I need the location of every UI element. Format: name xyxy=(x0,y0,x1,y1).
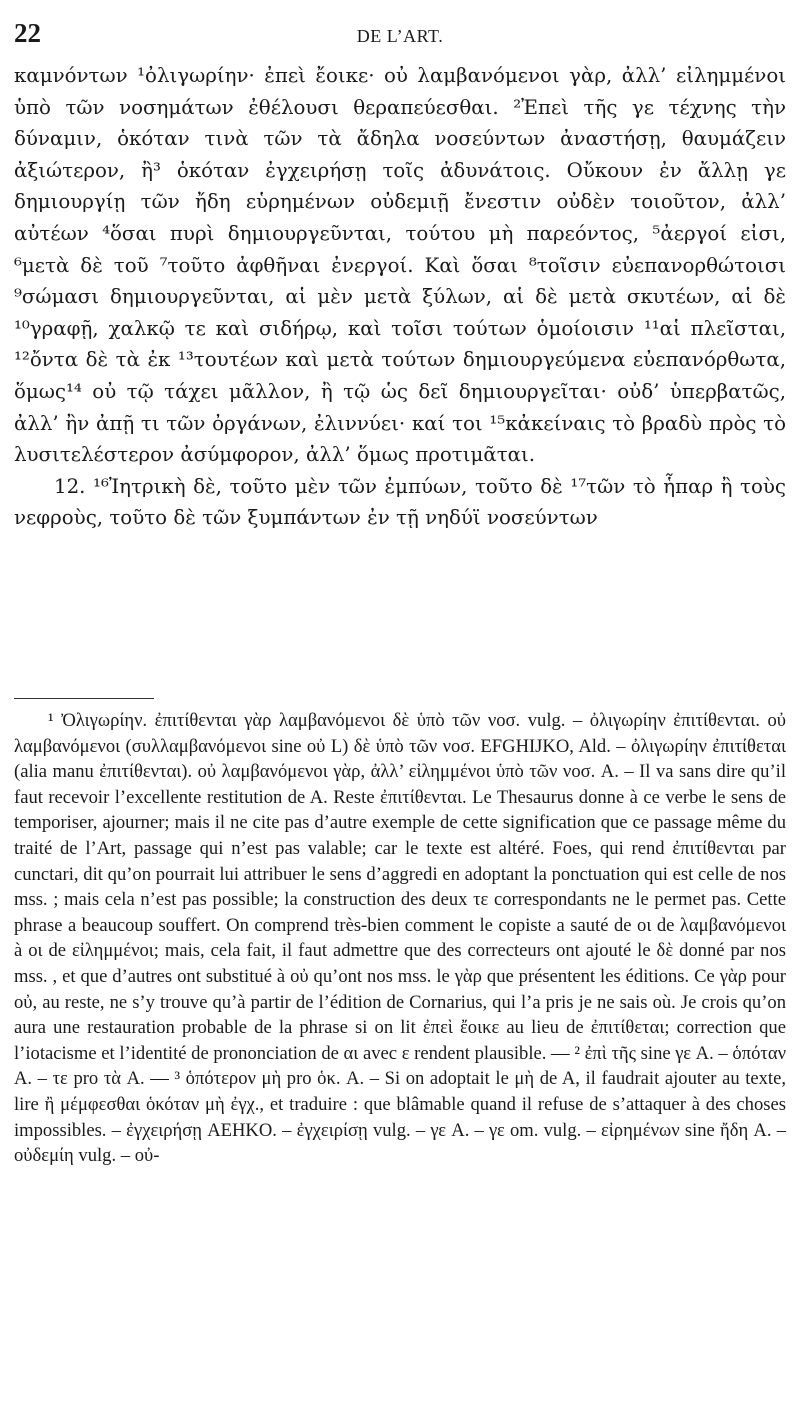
page-number: 22 xyxy=(14,18,41,48)
section-12-paragraph: 12. ¹⁶Ἰητρικὴ δὲ, τοῦτο μὲν τῶν ἐμπύων, τοῦτο δὲ ¹⁷τῶν τὸ ἧπαρ ἢ τοὺς νεφροὺς, τοῦτο δὲ τῶν ξυμπάντων ἐν τῇ νηδύϊ νοσεύντων xyxy=(14,474,786,530)
footnote-rule xyxy=(14,698,154,699)
main-text xyxy=(14,60,786,534)
footnotes xyxy=(14,708,786,1169)
footnote-text: ¹ Ὀλιγωρίην. ἐπιτίθενται γὰρ λαμβανόμενοι δὲ ὑπὸ τῶν νοσ. vulg. – ὀλιγωρίην ἐπιτίθενται. οὐ λαμβανόμενοι (συλλαμβανόμενοι sine οὐ L) δὲ ὑπὸ τῶν νοσ. EFGHIJKO, Ald. – ὀλιγωρίην ἐπιτίθεται (alia manu ἐπιτίθενται). οὐ λαμβανόμενοι γὰρ, ἀλλ’ εἰλημμένοι ὑπὸ τῶν νοσ. A. – Il va sans dire qu’il faut recevoir l’excellente restitution de A. Reste ἐπιτίθενται. Le Thesaurus donne à ce verbe le sens de temporiser, ajourner; mais il ne cite pas d’autre exemple de cette signification que ce passage même du traité de l’Art, passage qui n’est pas valable; car le texte est altéré. Foes, qui rend ἐπιτίθενται par cunctari, dit qu’on pourrait lui attribuer le sens d’aggredi en adoptant la ponctuation qui est celle de nos mss. ; mais cela n’est pas possible; la construction des deux τε correspondants ne le permet pas. Cette phrase a beaucoup souffert. On comprend très-bien comment le copiste a sauté de οι de λαμβανόμενοι à οι de εἰλημμένοι; mais, cela fait, il faut admettre que des correcteurs ont ajouté le δὲ donné par nos mss. , et que d’autres ont substitué à οὐ qu’ont nos mss. le γὰρ que présentent les éditions. Ce γὰρ pour οὐ, au reste, ne s’y trouve qu’à partir de l’édition de Cornarius, qui l’a pris je ne sais où. Je crois qu’on aura une restauration probable de la phrase si on lit ἐπεὶ ἔοικε au lieu de ἐπιτίθεται; correction que l’iotacisme et l’identité de prononciation de αι avec ε rendent plausible. — ² ἐπὶ τῆς sine γε A. – ὁπόταν A. – τε pro τὰ A. — ³ ὁπότερον μὴ pro ὁκ. A. – Si on adoptait le μὴ de A, il faudrait ajouter au texte, lire ἢ μέμφεσθαι ὁκόταν μὴ ἐγχ., et traduire : que blâmable quand il refuse de s’attaquer à des choses impossibles. – ἐγχειρήσῃ AEHKO. – ἐγχειρίσῃ vulg. – γε A. – γε om. vulg. – εἰρημένων sine ἤδη A. – οὐδεμίη vulg. – οὐ- xyxy=(14,710,786,1167)
running-head: DE L’ART. xyxy=(356,26,444,46)
greek-paragraph: καμνόντων ¹ὀλιγωρίην· ἐπεὶ ἔοικε· οὐ λαμβανόμενοι γὰρ, ἀλλ’ εἰλημμένοι ὑπὸ τῶν νοσημάτων ἐθέλουσι θεραπεύεσθαι. ²Ἐπεὶ τῆς γε τέχνης τὴν δύναμιν, ὁκόταν τινὰ τῶν τὰ ἄδηλα νοσεύντων ἀναστήσῃ, θαυμάζειν ἀξιώτερον, ἢ³ ὁκόταν ἐγχειρήσῃ τοῖς ἀδυνάτοις. Οὔκουν ἐν ἄλλῃ γε δημιουργίῃ τῶν ἤδη εὑρημένων οὐδεμιῇ ἔνεστιν οὐδὲν τοιοῦτον, ἀλλ’ αὐτέων ⁴ὅσαι πυρὶ δημιουργεῦνται, τούτου μὴ παρεόντος, ⁵ἀεργοί εἰσι, ⁶μετὰ δὲ τοῦ ⁷τοῦτο ἀφθῆναι ἐνεργοί. Καὶ ὅσαι ⁸τοῖσιν εὐεπανορθώτοισι ⁹σώμασι δημιουργεῦνται, αἱ μὲν μετὰ ξύλων, αἱ δὲ μετὰ σκυτέων, αἱ δὲ ¹⁰γραφῇ, χαλκῷ τε καὶ σιδήρῳ, καὶ τοῖσι τούτων ὁμοίοισιν ¹¹αἱ πλεῖσται, ¹²ὄντα δὲ τὰ ἐκ ¹³τουτέων καὶ μετὰ τούτων δημιουργεύμενα εὐεπανόρθωτα, ὅμως¹⁴ οὐ τῷ τάχει μᾶλλον, ἢ τῷ ὡς δεῖ δημιουργεῖται· οὐδ’ ὑπερβατῶς, ἀλλ’ ἢν ἀπῇ τι τῶν ὀργάνων, ἐλιννύει· καί τοι ¹⁵κἀκείναις τὸ βραδὺ πρὸς τὸ λυσιτελέστερον ἀσύμφορον, ἀλλ’ ὅμως προτιμᾶται. xyxy=(14,64,786,467)
page-header xyxy=(14,18,786,54)
